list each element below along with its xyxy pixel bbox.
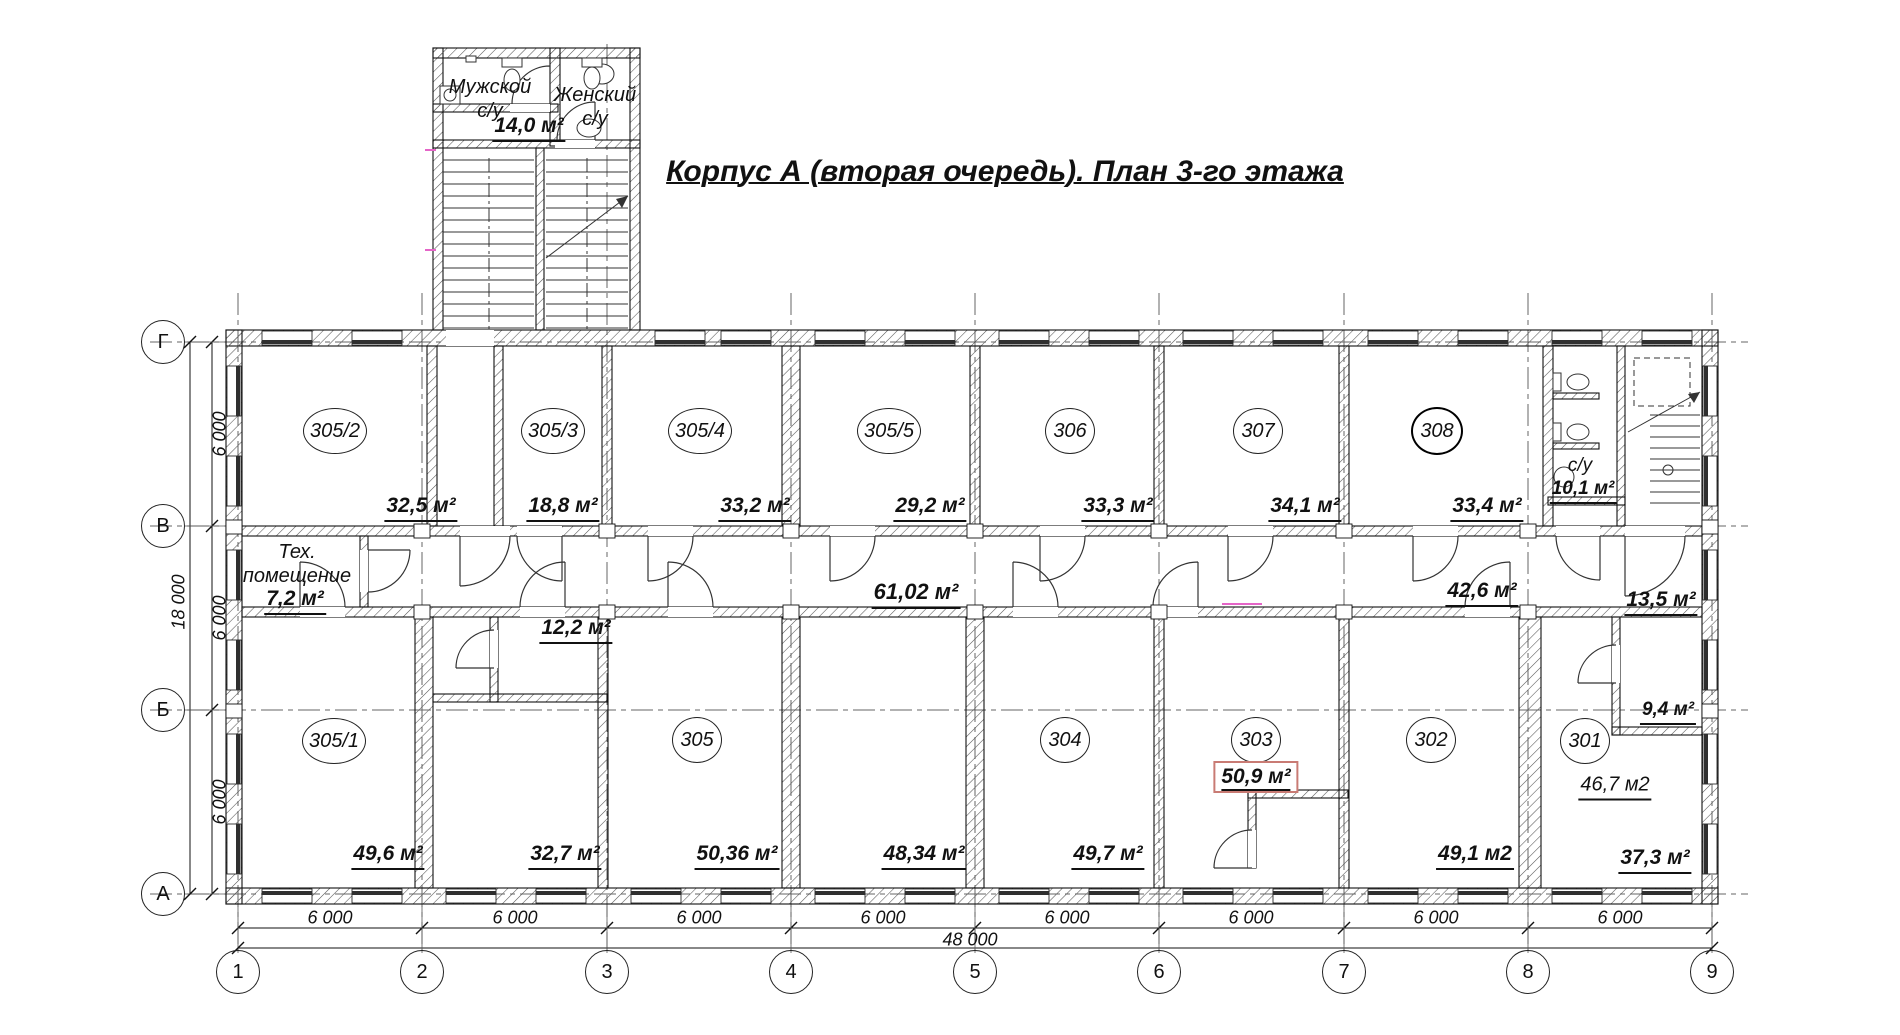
area-304: 49,7 м² [1071, 842, 1144, 870]
room-circle-307: 307 [1233, 408, 1283, 454]
axis-col-1: 1 [216, 950, 260, 994]
room-circle-305-4: 305/4 [668, 408, 732, 454]
axis-col-8: 8 [1506, 950, 1550, 994]
area-room-48-34: 48,34 м² [882, 842, 967, 870]
axis-row-a: А [141, 872, 185, 916]
dim-bay-7: 6 000 [1413, 907, 1459, 928]
area-305-5: 29,2 м² [893, 494, 966, 522]
area-tech-room: 7,2 м² [264, 587, 326, 615]
room-circle-305-2: 305/2 [303, 408, 367, 454]
area-303-highlighted: 50,9 м² [1213, 761, 1298, 793]
women-wc-label: Женский с/у [553, 84, 637, 130]
room-circle-303: 303 [1231, 717, 1281, 763]
axis-col-2: 2 [400, 950, 444, 994]
area-wc-right: 10,1 м² [1550, 478, 1617, 504]
windows-and-marks [184, 160, 1718, 954]
room-circle-302: 302 [1406, 717, 1456, 763]
dim-vbay-1: 6 000 [209, 411, 230, 457]
area-302: 49,1 м2 [1436, 842, 1514, 870]
area-306: 33,3 м² [1081, 494, 1154, 522]
area-305-4: 33,2 м² [718, 494, 791, 522]
dim-total-height: 18 000 [168, 574, 189, 630]
dim-bay-5: 6 000 [1044, 907, 1090, 928]
room-circle-305-1: 305/1 [302, 718, 366, 764]
room-circle-305-3: 305/3 [521, 408, 585, 454]
area-room-12-2: 12,2 м² [539, 616, 612, 644]
axis-col-9: 9 [1690, 950, 1734, 994]
dim-bay-3: 6 000 [676, 907, 722, 928]
area-room-9-4: 9,4 м² [1640, 699, 1696, 725]
room-circle-306: 306 [1045, 408, 1095, 454]
axis-row-g: Г [141, 320, 185, 364]
area-301-main: 46,7 м2 [1578, 774, 1651, 801]
area-room-13-5: 13,5 м² [1624, 588, 1697, 616]
dim-bay-1: 6 000 [307, 907, 353, 928]
axis-col-4: 4 [769, 950, 813, 994]
axis-row-v: В [141, 504, 185, 548]
dim-vbay-3: 6 000 [209, 779, 230, 825]
dim-bay-8: 6 000 [1597, 907, 1643, 928]
dim-bay-4: 6 000 [860, 907, 906, 928]
dim-total-width: 48 000 [942, 929, 998, 950]
area-307: 34,1 м² [1268, 494, 1341, 522]
area-305-1: 49,6 м² [351, 842, 424, 870]
door-openings [300, 104, 1685, 868]
room-circle-305-5: 305/5 [857, 408, 921, 454]
dim-bay-6: 6 000 [1228, 907, 1274, 928]
tech-room-label: Тех. помещение [242, 541, 352, 587]
axis-row-b: Б [141, 688, 185, 732]
room-circle-304: 304 [1040, 717, 1090, 763]
area-305-3: 18,8 м² [526, 494, 599, 522]
men-wc-label: Мужской с/у [448, 76, 532, 122]
dim-vbay-2: 6 000 [209, 595, 230, 641]
room-circle-308: 308 [1411, 407, 1463, 455]
axis-col-6: 6 [1137, 950, 1181, 994]
area-305: 50,36 м² [695, 842, 780, 870]
area-stair-landing: 14,0 м² [492, 114, 565, 142]
wc-right-label: с/у [1567, 455, 1593, 476]
room-circle-301: 301 [1560, 718, 1610, 764]
area-room-42-6: 42,6 м² [1445, 579, 1518, 607]
area-301: 37,3 м² [1618, 846, 1691, 874]
axis-col-3: 3 [585, 950, 629, 994]
room-circle-305: 305 [672, 717, 722, 763]
area-room-32-7: 32,7 м² [528, 842, 601, 870]
dim-bay-2: 6 000 [492, 907, 538, 928]
plan-title: Корпус А (вторая очередь). План 3-го этажа [666, 155, 1344, 188]
area-308: 33,4 м² [1450, 494, 1523, 522]
axis-col-5: 5 [953, 950, 997, 994]
area-305-2: 32,5 м² [384, 494, 457, 522]
area-corridor: 61,02 м² [872, 579, 961, 609]
axis-col-7: 7 [1322, 950, 1366, 994]
